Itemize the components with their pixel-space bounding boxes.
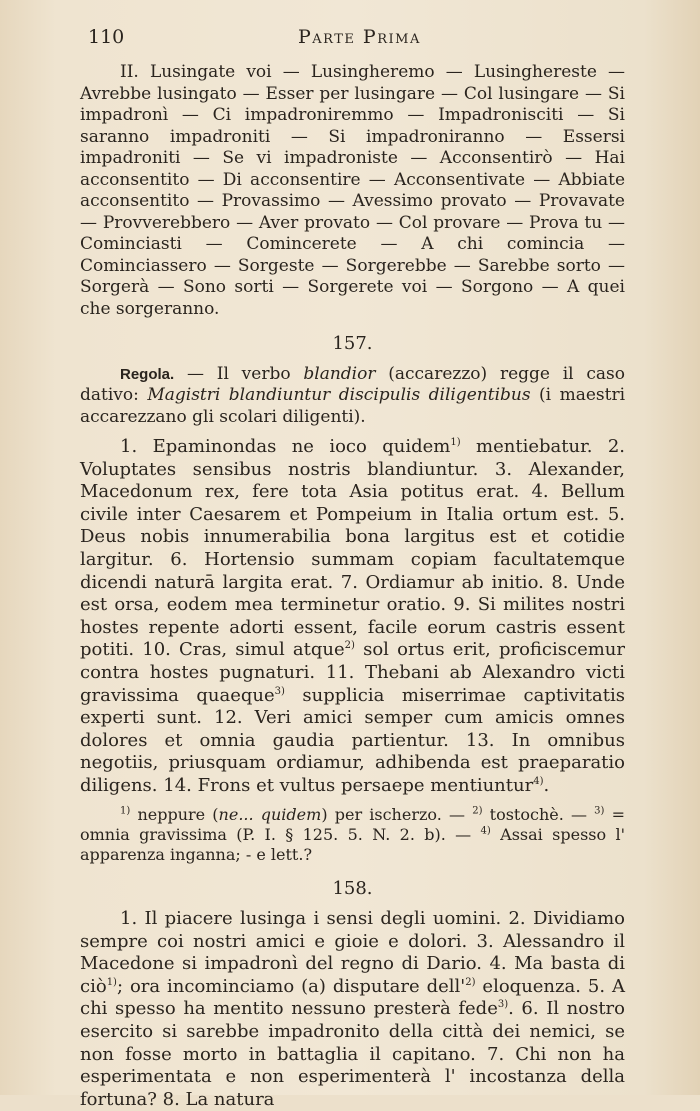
rule-text-2: (accarezzo) regge il caso dativo: (80, 363, 625, 405)
footnote-mark-3: 3) (274, 685, 285, 697)
latin-exercise-157 (80, 436, 625, 798)
footnote-mark-3: 3) (497, 999, 509, 1011)
section-number-158: 158. (332, 877, 373, 899)
rule-paragraph (80, 364, 625, 429)
note-text: ) per ischerzo. — (321, 804, 473, 824)
exercise-text: 1. Il piacere lusinga i sensi degli uomini. 2. Dividiamo sempre coi nostri amici e gioie e dolori. 3. Alessandro il Macedone si impadronì del regno di Dario. 4. Ma basta di ciò (80, 908, 625, 997)
footnote-mark-1: 1) (450, 437, 461, 448)
exercise-text: . 6. Il nostro esercito si sarebbe impadronito della città dei nemici, se non fosse morto in battaglia il capitano. 7. Chi non ha esperimentata e non esperimenterà l' incostanza della fortuna? 8. La natura (80, 998, 625, 1110)
exercise-text: eloquenza. 5. A chi spesso ha mentito nessuno presterà fede (80, 975, 625, 1020)
footnote-mark-2: 2) (344, 640, 355, 652)
exercise-text: mentiebatur. 2. Voluptates sensibus nostris blandiuntur. 3. Alexander, Macedonum rex, fere tota Asia potitus erat. 4. Bellum civile inter Caesarem et Pompeium in Italia ortum est. 5. Deus nobis innumerabilia bona largitus est et cotidie largitur. 6. Hortensio summam copiam facultatemque dicendi naturā largita erat. 7. Ordiamur ab initio. 8. Unde est orsa, eodem mea terminetur oratio. 9. Si milites nostri hostes repente adorti essent, facile eorum castris essent potiti. 10. Cras, simul atque (80, 436, 625, 661)
italian-exercise-158 (80, 908, 625, 1111)
rule-text-3: (i maestri accarezzano gli scolari diligenti). (80, 385, 626, 427)
note-mark-1: 1) (120, 805, 131, 817)
footnote-mark-2: 2) (465, 976, 476, 988)
rule-example: Magistri blandiuntur discipulis diligentibus (147, 385, 531, 405)
note-text: neppure ( (130, 804, 219, 824)
rule-label: Regola. (120, 365, 175, 383)
note-text: Assai spesso l' apparenza inganna; - e lett.? (80, 824, 625, 864)
exercise-text: . (543, 774, 550, 796)
exercise-text: ; ora incominciamo (a) disputare dell' (116, 975, 466, 997)
footnote-mark-4: 4) (533, 775, 544, 787)
page-content (80, 62, 625, 1111)
exercise-text: sol ortus erit, proficiscemur contra hostes pugnaturi. 11. Thebani ab Alexandro victi gravissima quaeque (80, 639, 625, 706)
running-head: Parte Prima (298, 26, 421, 48)
note-text: tostochè. — (482, 804, 595, 824)
note-mark-3: 3) (594, 805, 605, 817)
page-header (88, 26, 612, 52)
rule-verb: blandior (303, 363, 376, 384)
note-text: = omnia gravissima (P. I. § 125. 5. N. 2. b). — (80, 804, 626, 844)
exercise-continuation: II. Lusingate voi — Lusingheremo — Lusinghereste — Avrebbe lusingato — Esser per lusingare — Col lusingare — Si impadronì — Ci impadroniremmo — Impadronisciti — Si saranno impadroniti — Si impadroniranno — Essersi impadroniti — Se vi impadroniste — Acconsentirò — Hai acconsentito — Di acconsentire — Acconsentivate — Abbiate acconsentito — Provassimo — Avessimo provato — Provavate — Provverebbero — Aver provato — Col provare — Prova tu — Cominciasti — Comincerete — A chi comincia — Cominciassero — Sorgeste — Sorgerebbe — Sarebbe sorto — Sorgerà — Sono sorti — Sorgerete voi — Sorgono — A quei che sorgeranno. (80, 62, 625, 319)
section-number-157: 157. (332, 333, 373, 354)
rule-text-1: — Il verbo (174, 363, 304, 384)
exercise-text: supplicia miserrimae captivitatis experti sunt. 12. Veri amici semper cum amicis omnes dolores et omnia gaudia partientur. 13. In omnibus negotiis, priusquam ordiamur, adhibenda est praeparatio diligens. 14. Frons et vultus persaepe mentiuntur (80, 684, 625, 796)
footnotes-157 (80, 805, 625, 865)
footnote-mark-1: 1) (106, 976, 117, 988)
note-mark-4: 4) (480, 825, 491, 837)
note-mark-2: 2) (472, 805, 483, 817)
exercise-text: 1. Epaminondas ne ioco quidem (120, 436, 451, 457)
note-text-italic: ne... quidem (218, 804, 322, 824)
page-number: 110 (88, 26, 125, 48)
